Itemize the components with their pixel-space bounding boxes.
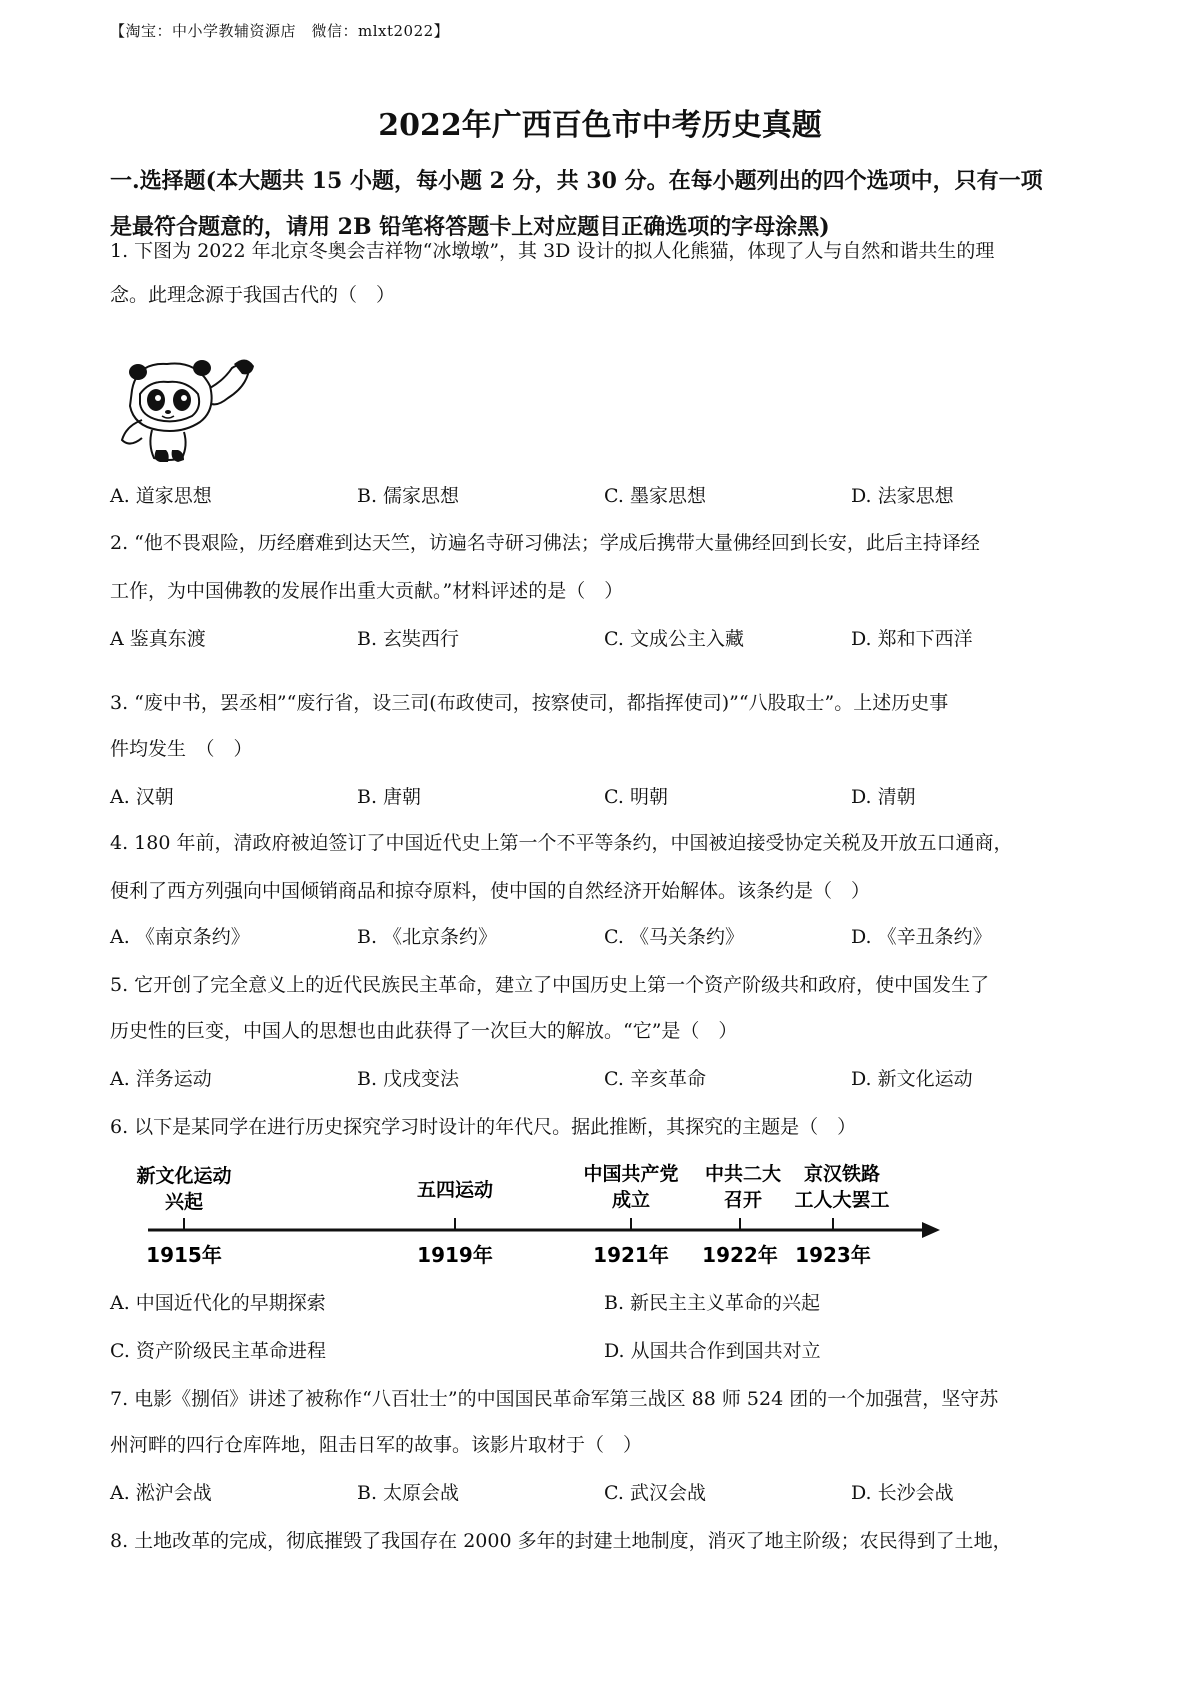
q7-option-b: B. 太原会战 bbox=[357, 1482, 460, 1504]
q3-line-1: 3. “废中书，罢丞相”“废行省，设三司(布政使司，按察使司，都指挥使司)”“八股取士”。上述历史事 bbox=[110, 692, 949, 714]
q5-line-2: 历史性的巨变，中国人的思想也由此获得了一次巨大的解放。“它”是（ ） bbox=[110, 1020, 738, 1042]
section-header-line-1: 一.选择题(本大题共 15 小题，每小题 2 分，共 30 分。在每小题列出的四个选项中，只有一项 bbox=[110, 168, 1043, 194]
q7-option-d: D. 长沙会战 bbox=[851, 1482, 954, 1504]
timeline-ruler bbox=[110, 1160, 950, 1280]
q4-option-b: B. 《北京条约》 bbox=[357, 926, 498, 948]
timeline-year-1919: 1919年 bbox=[417, 1243, 493, 1267]
q2-line-2: 工作，为中国佛教的发展作出重大贡献。”材料评述的是（ ） bbox=[110, 580, 624, 602]
timeline-event-1923-label-1: 京汉铁路 bbox=[803, 1163, 881, 1185]
q1-line-1: 1. 下图为 2022 年北京冬奥会吉祥物“冰墩墩”，其 3D 设计的拟人化熊猫，体现了人与自然和谐共生的理 bbox=[110, 240, 995, 262]
q1-line-2: 念。此理念源于我国古代的（ ） bbox=[110, 284, 396, 306]
q4-option-c: C. 《马关条约》 bbox=[604, 926, 744, 948]
q3-option-d: D. 清朝 bbox=[851, 786, 916, 808]
timeline-event-1922-label-1: 中共二大 bbox=[704, 1163, 782, 1185]
q7-option-c: C. 武汉会战 bbox=[604, 1482, 706, 1504]
q2-option-d: D. 郑和下西洋 bbox=[851, 628, 973, 650]
q6-option-a: A. 中国近代化的早期探索 bbox=[110, 1292, 326, 1314]
timeline-year-1922: 1922年 bbox=[702, 1243, 778, 1267]
bing-dwen-dwen-illustration bbox=[112, 350, 272, 465]
page-title: 2022年广西百色市中考历史真题 bbox=[378, 108, 822, 143]
q2-option-b: B. 玄奘西行 bbox=[357, 628, 460, 650]
q3-line-2: 件均发生 （ ） bbox=[110, 738, 253, 760]
section-header bbox=[110, 158, 1100, 250]
timeline-event-1915-label-1: 新文化运动 bbox=[136, 1165, 232, 1187]
q7-line-1: 7. 电影《捌佰》讲述了被称作“八百壮士”的中国国民革命军第三战区 88 师 524 团的一个加强营，坚守苏 bbox=[110, 1388, 999, 1410]
timeline-event-1922-label-2: 召开 bbox=[723, 1189, 763, 1211]
q3-option-a: A. 汉朝 bbox=[110, 786, 174, 808]
timeline-year-1915: 1915年 bbox=[146, 1243, 222, 1267]
q4-line-2: 便利了西方列强向中国倾销商品和掠夺原料，使中国的自然经济开始解体。该条约是（ ） bbox=[110, 880, 871, 902]
header-note: 【淘宝：中小学教辅资源店 微信：mlxt2022】 bbox=[110, 22, 450, 40]
q1-option-c: C. 墨家思想 bbox=[604, 485, 706, 507]
q3-option-c: C. 明朝 bbox=[604, 786, 668, 808]
q5-option-b: B. 戊戌变法 bbox=[357, 1068, 460, 1090]
q4-option-a: A. 《南京条约》 bbox=[110, 926, 250, 948]
timeline-event-1923-label-2: 工人大罢工 bbox=[794, 1189, 890, 1211]
q6-option-b: B. 新民主主义革命的兴起 bbox=[604, 1292, 821, 1314]
q5-option-d: D. 新文化运动 bbox=[851, 1068, 973, 1090]
q2-line-1: 2. “他不畏艰险，历经磨难到达天竺，访遍名寺研习佛法；学成后携带大量佛经回到长安，此后主持译经 bbox=[110, 532, 980, 554]
q2-option-a: A 鉴真东渡 bbox=[110, 628, 206, 650]
q1-option-a: A. 道家思想 bbox=[110, 485, 212, 507]
timeline-year-1923: 1923年 bbox=[795, 1243, 871, 1267]
timeline-event-1919-label-1: 五四运动 bbox=[416, 1179, 494, 1201]
q1-option-b: B. 儒家思想 bbox=[357, 485, 460, 507]
q7-option-a: A. 淞沪会战 bbox=[110, 1482, 212, 1504]
timeline-event-1921-label-2: 成立 bbox=[611, 1189, 651, 1211]
q5-option-a: A. 洋务运动 bbox=[110, 1068, 212, 1090]
q5-option-c: C. 辛亥革命 bbox=[604, 1068, 706, 1090]
timeline-year-1921: 1921年 bbox=[593, 1243, 669, 1267]
q5-line-1: 5. 它开创了完全意义上的近代民族民主革命，建立了中国历史上第一个资产阶级共和政府，使中国发生了 bbox=[110, 974, 990, 996]
q3-option-b: B. 唐朝 bbox=[357, 786, 422, 808]
timeline-arrow-icon bbox=[922, 1222, 940, 1238]
q1-option-d: D. 法家思想 bbox=[851, 485, 954, 507]
q7-line-2: 州河畔的四行仓库阵地，阻击日军的故事。该影片取材于（ ） bbox=[110, 1434, 643, 1456]
q6-option-c: C. 资产阶级民主革命进程 bbox=[110, 1340, 326, 1362]
q6-option-d: D. 从国共合作到国共对立 bbox=[604, 1340, 821, 1362]
section-header-line-2: 是最符合题意的，请用 2B 铅笔将答题卡上对应题目正确选项的字母涂黑) bbox=[110, 214, 830, 240]
timeline-event-1915-label-2: 兴起 bbox=[164, 1191, 204, 1213]
q4-option-d: D. 《辛丑条约》 bbox=[851, 926, 992, 948]
q2-option-c: C. 文成公主入藏 bbox=[604, 628, 744, 650]
q8-line-1: 8. 土地改革的完成，彻底摧毁了我国存在 2000 多年的封建土地制度，消灭了地主阶级；农民得到了土地， bbox=[110, 1530, 1012, 1552]
timeline-event-1921-label-1: 中国共产党 bbox=[583, 1163, 679, 1185]
q4-line-1: 4. 180 年前，清政府被迫签订了中国近代史上第一个不平等条约，中国被迫接受协定关税及开放五口通商， bbox=[110, 832, 1013, 854]
q6-line-1: 6. 以下是某同学在进行历史探究学习时设计的年代尺。据此推断，其探究的主题是（ ） bbox=[110, 1116, 857, 1138]
